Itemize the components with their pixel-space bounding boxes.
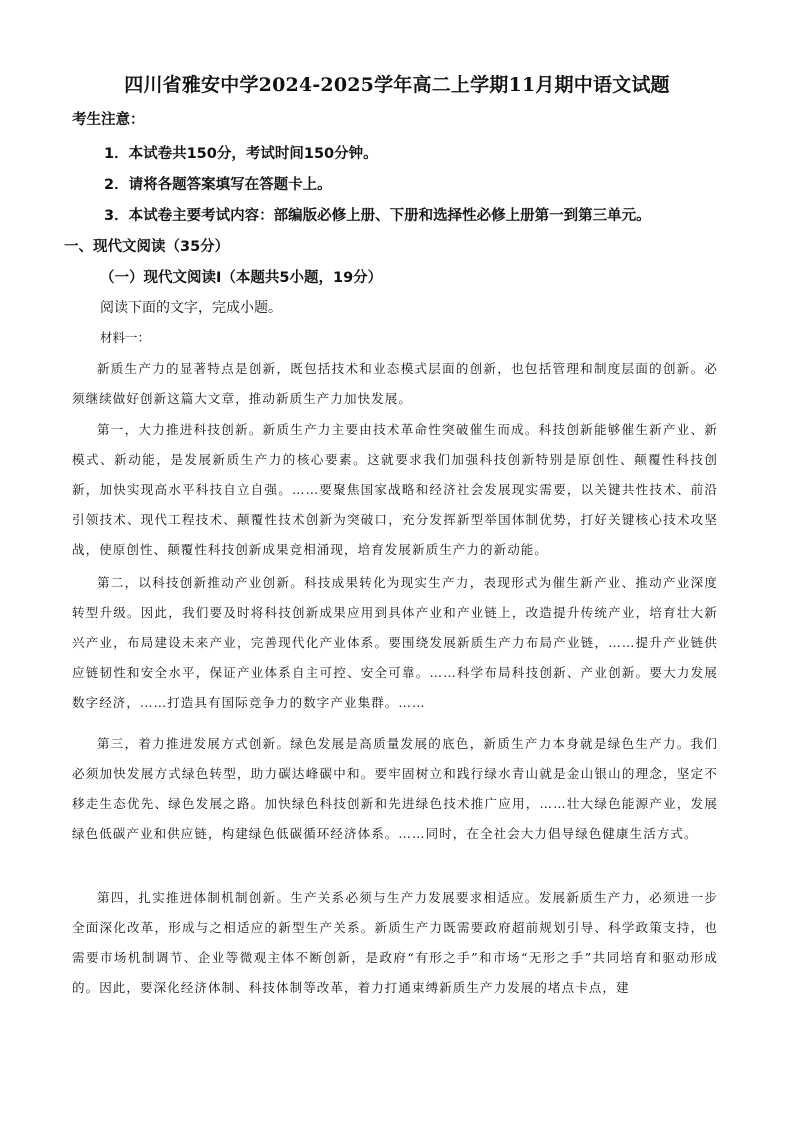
notice-heading: 考生注意： bbox=[72, 112, 145, 128]
notice-item-1: 1．本试卷共150分，考试时间150分钟。 bbox=[104, 146, 378, 162]
material-label: 材料一： bbox=[100, 330, 151, 345]
subsection-heading: （一）现代文阅读Ⅰ（本题共5小题，19分） bbox=[100, 270, 383, 286]
body-paragraph: 第三，着力推进发展方式创新。绿色发展是高质量发展的底色，新质生产力本身就是绿色生产力。我们必须加快发展方式绿色转型，助力碳达峰碳中和。要牢固树立和践行绿水青山就是金山银山的理念，坚定不移走生态优先、绿色发展之路。加快绿色科技创新和先进绿色技术推广应用，……壮大绿色能源产业，发展绿色低碳产业和供应链，构建绿色低碳循环经济体系。……同时，在全社会大力倡导绿色健康生活方式。 bbox=[72, 736, 718, 841]
body-paragraph: 新质生产力的显著特点是创新，既包括技术和业态模式层面的创新，也包括管理和制度层面的创新。必须继续做好创新这篇大文章，推动新质生产力加快发展。 bbox=[72, 361, 718, 406]
body-paragraph: 第二，以科技创新推动产业创新。科技成果转化为现实生产力，表现形式为催生新产业、推动产业深度转型升级。因此，我们要及时将科技创新成果应用到具体产业和产业链上，改造提升传统产业，培育壮大新兴产业，布局建设未来产业，完善现代化产业体系。要围绕发展新质生产力布局产业链，……提升产业链供应链韧性和安全水平，保证产业体系自主可控、安全可靠。……科学布局科技创新、产业创新。要大力发展数字经济，……打造具有国际竞争力的数字产业集群。…… bbox=[72, 575, 718, 710]
page-title: 四川省雅安中学2024-2025学年高二上学期11月期中语文试题 bbox=[124, 74, 670, 96]
notice-item-2: 2．请将各题答案填写在答题卡上。 bbox=[104, 177, 332, 193]
notice-item-3: 3．本试卷主要考试内容：部编版必修上册、下册和选择性必修上册第一到第三单元。 bbox=[104, 208, 651, 224]
body-paragraph: 第一，大力推进科技创新。新质生产力主要由技术革命性突破催生而成。科技创新能够催生新产业、新模式、新动能，是发展新质生产力的核心要素。这就要求我们加强科技创新特别是原创性、颠覆性科技创新，加快实现高水平科技自立自强。……要聚焦国家战略和经济社会发展现实需要，以关键共性技术、前沿引领技术、现代工程技术、颠覆性技术创新为突破口，充分发挥新型举国体制优势，打好关键核心技术攻坚战，使原创性、颠覆性科技创新成果竞相涌现，培育发展新质生产力的新动能。 bbox=[72, 422, 718, 557]
section-heading: 一、现代文阅读（35分） bbox=[64, 239, 230, 255]
body-paragraph: 第四，扎实推进体制机制创新。生产关系必须与生产力发展要求相适应。发展新质生产力，必须进一步全面深化改革，形成与之相适应的新型生产关系。新质生产力既需要政府超前规划引导、科学政策支持，也需要市场机制调节、企业等微观主体不断创新，是政府“有形之手”和市场“无形之手”共同培育和驱动形成的。因此，要深化经济体制、科技体制等改革，着力打通束缚新质生产力发展的堵点卡点，建 bbox=[72, 890, 718, 995]
reading-instruction: 阅读下面的文字，完成小题。 bbox=[100, 300, 282, 316]
